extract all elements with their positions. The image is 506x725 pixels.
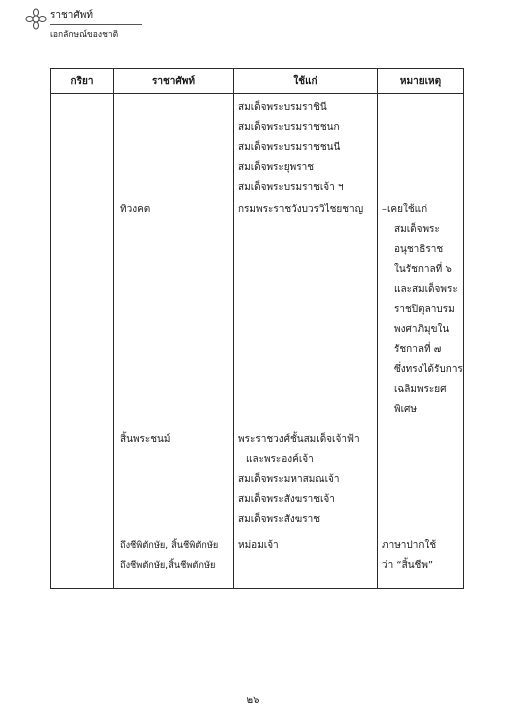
used-for-line: กรมพระราชวังบวรวิไชยชาญ: [238, 203, 364, 215]
cell-used-for: [234, 430, 378, 536]
cell-used-for: [234, 536, 378, 589]
royal-word: ทิวงคต: [120, 203, 151, 215]
note-line: และสมเด็จพระ: [394, 283, 458, 295]
royal-word: ถึงชีพิตักษัย, สิ้นชีพิตักษัย: [120, 539, 219, 551]
cell-note: [378, 430, 464, 536]
cell-used-for: [234, 200, 378, 430]
used-for-line: พระราชวงศ์ชั้นสมเด็จเจ้าฟ้า: [238, 433, 360, 445]
note-line: พงศาภิมุขใน: [394, 323, 450, 335]
note-line: สมเด็จพระ: [394, 223, 440, 235]
note-line: ในรัชกาลที่ ๖: [394, 263, 452, 275]
table-row: [51, 430, 464, 536]
royal-word: สิ้นพระชนม์: [120, 433, 171, 445]
logo-divider: [50, 24, 142, 25]
header-used-for: ใช้แก่: [234, 69, 378, 94]
note-line: ภาษาปากใช้: [382, 539, 437, 551]
note-line: รัชกาลที่ ๗: [394, 343, 442, 355]
cell-note: [378, 536, 464, 589]
logo-subtitle: เอกลักษณ์ของชาติ: [50, 30, 119, 40]
cell-verb: [51, 200, 114, 430]
cell-royal-word: [114, 536, 234, 589]
used-for-line: สมเด็จพระสังฆราช: [238, 513, 320, 525]
cell-note: [378, 200, 464, 430]
cell-royal-word: [114, 94, 234, 200]
used-for-line: สมเด็จพระบรมราชชนนี: [238, 142, 341, 153]
flower-emblem-icon: [25, 8, 47, 30]
note-line: ราชปิตุลาบรม: [394, 303, 455, 315]
cell-used-for: [234, 94, 378, 200]
used-for-line: สมเด็จพระบรมราชเจ้า ฯ: [238, 182, 344, 193]
used-for-line: สมเด็จพระมหาสมณเจ้า: [238, 473, 340, 485]
used-for-line: สมเด็จพระยุพราช: [238, 162, 315, 173]
note-line: พิเศษ: [394, 403, 417, 415]
used-for-line: และพระองค์เจ้า: [246, 453, 314, 465]
table-header-row: [51, 69, 464, 94]
note-line: ซึ่งทรงได้รับการ: [394, 363, 463, 375]
header-note: หมายเหตุ: [378, 69, 464, 94]
table-row: [51, 536, 464, 589]
royal-vocabulary-table: [50, 68, 464, 589]
note-line: ว่า “สิ้นชีพ”: [382, 559, 434, 571]
cell-verb: [51, 94, 114, 200]
used-for-line: สมเด็จพระบรมราชชนก: [238, 122, 340, 133]
note-line: –เคยใช้แก่: [382, 203, 428, 215]
note-line: อนุชาธิราช: [394, 243, 444, 255]
header-verb: กริยา: [51, 69, 114, 94]
cell-royal-word: [114, 200, 234, 430]
cell-verb: [51, 430, 114, 536]
page-number: ๒๖: [246, 695, 260, 706]
used-for-line: หม่อมเจ้า: [238, 539, 279, 551]
logo-title: ราชาศัพท์: [50, 10, 93, 21]
note-line: เฉลิมพระยศ: [394, 383, 447, 395]
used-for-line: สมเด็จพระสังฆราชเจ้า: [238, 493, 335, 505]
cell-royal-word: [114, 430, 234, 536]
cell-note: [378, 94, 464, 200]
logo: [25, 8, 155, 46]
table-row: [51, 200, 464, 430]
header-royal-word: ราชาศัพท์: [114, 69, 234, 94]
used-for-line: สมเด็จพระบรมราชินี: [238, 102, 327, 113]
cell-verb: [51, 536, 114, 589]
royal-word: ถึงชีพตักษัย,สิ้นชีพตักษัย: [120, 559, 216, 571]
table-row: [51, 94, 464, 200]
